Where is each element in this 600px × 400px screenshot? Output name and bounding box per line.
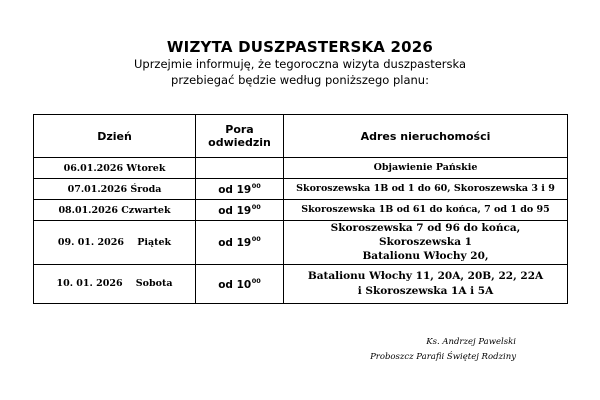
day-cell: 09. 01. 2026 Piątek xyxy=(34,221,196,265)
page-title: WIZYTA DUSZPASTERSKA 2026 xyxy=(166,38,434,56)
header-time-line-1: Pora xyxy=(225,123,254,136)
header-day: Dzień xyxy=(34,115,196,158)
time-value: od 19 xyxy=(218,205,252,217)
time-value: od 19 xyxy=(218,184,252,196)
header-address: Adres nieruchomości xyxy=(284,115,568,158)
address-cell xyxy=(284,221,568,265)
day-cell: 08.01.2026 Czwartek xyxy=(34,200,196,221)
table-row xyxy=(34,200,568,221)
address-cell xyxy=(284,158,568,179)
address-line-1: Skoroszewska 7 od 96 do końca, Skoroszewska 1 xyxy=(330,222,521,249)
address-line-1: Batalionu Włochy 11, 20A, 20B, 22, 22A xyxy=(307,270,544,283)
address-line-2: Batalionu Włochy 20, xyxy=(362,250,489,263)
signature-role: Proboszcz Parafii Świętej Rodziny xyxy=(370,352,516,362)
signature-name: Ks. Andrzej Pawelski xyxy=(426,337,516,347)
table-row xyxy=(34,264,568,303)
time-cell xyxy=(196,179,284,200)
address-cell xyxy=(284,179,568,200)
intro-line-2: przebiegać będzie według poniższego planu: xyxy=(171,73,429,87)
intro-line-1: Uprzejmie informuję, że tegoroczna wizyta duszpasterska xyxy=(133,57,466,71)
day-cell: 10. 01. 2026 Sobota xyxy=(34,264,196,303)
table-header-row xyxy=(34,115,568,158)
address-line-1: Skoroszewska 1B od 61 do końca, 7 od 1 do 95 xyxy=(301,203,550,215)
time-cell xyxy=(196,158,284,179)
time-cell xyxy=(196,200,284,221)
address-line-1: Skoroszewska 1B od 1 do 60, Skoroszewska 3 i 9 xyxy=(296,182,555,194)
header-time xyxy=(196,115,284,158)
address-cell xyxy=(284,200,568,221)
time-superscript: 00 xyxy=(251,182,261,190)
header-time-line-2: odwiedzin xyxy=(208,136,271,149)
address-line-2: i Skoroszewska 1A i 5A xyxy=(357,284,494,297)
schedule-table xyxy=(33,114,568,304)
address-line-1: Objawienie Pańskie xyxy=(373,161,478,173)
address-cell xyxy=(284,264,568,303)
time-value: od 10 xyxy=(218,278,252,291)
time-superscript: 00 xyxy=(251,235,261,244)
day-cell: 07.01.2026 Środa xyxy=(34,179,196,200)
time-cell xyxy=(196,264,284,303)
time-value: od 19 xyxy=(218,237,252,250)
day-cell: 06.01.2026 Wtorek xyxy=(34,158,196,179)
time-cell xyxy=(196,221,284,265)
table-row xyxy=(34,179,568,200)
table-row xyxy=(34,158,568,179)
time-superscript: 00 xyxy=(251,276,261,285)
time-superscript: 00 xyxy=(251,203,261,211)
table-row xyxy=(34,221,568,265)
